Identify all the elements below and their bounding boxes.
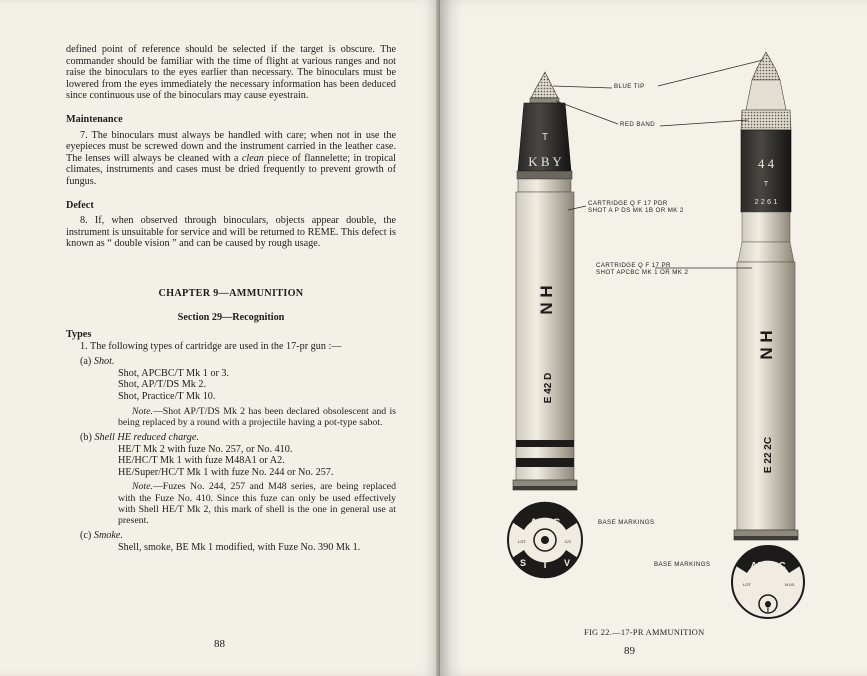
apds-tip-band bbox=[530, 98, 559, 103]
apds-blue-tip bbox=[531, 72, 558, 98]
left-page-number: 88 bbox=[214, 638, 225, 650]
types-intro: 1. The following types of cartridge are used in the 17-pr gun :— bbox=[80, 340, 342, 352]
callout-cartridge-apcbc-line2: SHOT APCBC MK 1 OR MK 2 bbox=[596, 269, 689, 277]
callout-cartridge-apcbc bbox=[596, 262, 688, 277]
apds-neck bbox=[518, 179, 571, 192]
maintenance-heading: Maintenance bbox=[66, 113, 123, 125]
item-a-note-label: Note. bbox=[132, 405, 153, 417]
callout-cartridge-apds-line2: SHOT A P DS MK 1B OR MK 2 bbox=[588, 207, 684, 215]
item-b-marker: (b) bbox=[80, 432, 95, 444]
apds-shoulder-band bbox=[517, 171, 572, 179]
item-b-note-text: —Fuzes No. 244, 257 and M48 series, are being replaced with the Fuze No. 410. Since this fuze can only be used effectively with Shell HE/T Mk 2, this mark of shell is the one in general use at present. bbox=[118, 481, 396, 527]
apcbc-case-body bbox=[737, 262, 795, 530]
callout-cartridge-apds-line1: CARTRIDGE Q F 17 PDR bbox=[588, 200, 668, 207]
defect-heading: Defect bbox=[66, 199, 94, 211]
maintenance-text-a: 7. The binoculars must always be handled with care; when not in use the eyepieces must be screwed down and the instrument carried in the leather case. The lenses will always be cleaned with a bbox=[66, 129, 396, 164]
apds-base-small-right: C/C bbox=[564, 539, 572, 544]
callout-red-band: RED BAND bbox=[620, 121, 656, 128]
figure-caption: FIG 22.—17-PR AMMUNITION bbox=[584, 628, 705, 637]
apds-base-rim-dark bbox=[513, 486, 577, 490]
callout-cartridge-apcbc-line1: CARTRIDGE Q F 17 PR bbox=[596, 262, 671, 269]
apds-nose-letters: K B Y bbox=[528, 154, 562, 169]
apds-round bbox=[513, 72, 577, 490]
apds-case-body bbox=[516, 192, 574, 480]
apcbc-base-small-left: LOT bbox=[743, 582, 751, 587]
apcbc-blue-tip bbox=[752, 52, 780, 80]
item-b-line: HE/T Mk 2 with fuze No. 257, or No. 410. bbox=[118, 443, 293, 455]
apds-base-right: V bbox=[563, 558, 571, 568]
apcbc-nose-mark: 4 4 bbox=[757, 156, 775, 171]
right-page-number: 89 bbox=[624, 645, 635, 657]
apcbc-base-rim-dark bbox=[734, 536, 798, 540]
apds-base-top: APDS bbox=[529, 517, 561, 529]
item-a-note-text: —Shot AP/T/DS Mk 2 has been declared obsolescent and is being replaced by a round with a projectile having a pot-type sabot. bbox=[118, 405, 396, 428]
callout-base-markings-right: BASE MARKINGS bbox=[654, 561, 711, 568]
item-b-note-label: Note. bbox=[132, 481, 153, 493]
apcbc-case-text-1: N H bbox=[757, 330, 776, 360]
item-b-line: HE/Super/HC/T Mk 1 with fuze No. 244 or No. 257. bbox=[118, 466, 334, 478]
apds-case-text-1: N H bbox=[537, 285, 556, 315]
apcbc-nose-code: 2 2 6 1 bbox=[754, 197, 778, 206]
apds-base-bottom: T bbox=[541, 560, 549, 571]
apds-nose-mark: T bbox=[541, 132, 549, 143]
apds-lower-stripe-2 bbox=[516, 458, 574, 467]
item-c-marker: (c) bbox=[80, 530, 94, 542]
apcbc-base-bottom: T bbox=[765, 605, 771, 614]
apds-lower-stripe-1 bbox=[516, 440, 574, 447]
item-c-text: Shell, smoke, BE Mk 1 modified, with Fuze No. 390 Mk 1. bbox=[118, 541, 361, 553]
apcbc-round bbox=[734, 52, 798, 540]
apcbc-case-text-2: E 22 2C bbox=[763, 436, 774, 474]
apds-case-text-2: E 42 D bbox=[543, 372, 554, 404]
apds-base-left: S bbox=[519, 558, 527, 568]
maintenance-text-b: piece of flannelette; in tropical climates, instruments and cases must be dried frequently to prevent growth of fungus. bbox=[66, 152, 396, 187]
apcbc-neck bbox=[742, 212, 790, 242]
item-c-title: Smoke. bbox=[93, 530, 123, 542]
item-a-line: Shot, AP/T/DS Mk 2. bbox=[118, 379, 207, 391]
apcbc-base-small-right: N.I.B. bbox=[784, 582, 796, 587]
item-a-marker: (a) bbox=[80, 356, 94, 368]
callout-leaders bbox=[553, 60, 763, 268]
apds-base-disc bbox=[508, 502, 582, 579]
item-b-line: HE/HC/T Mk 1 with fuze M48A1 or A2. bbox=[118, 455, 285, 467]
item-a-line: Shot, Practice/T Mk 10. bbox=[118, 391, 216, 403]
section-title: Section 29—Recognition bbox=[177, 311, 285, 323]
callout-cartridge-apds bbox=[588, 200, 684, 215]
callout-blue-tip: BLUE TIP bbox=[614, 83, 645, 90]
apcbc-red-band bbox=[741, 110, 791, 130]
defect-paragraph: 8. If, when observed through binoculars, objects appear double, the instrument is unsuitable for service and will be returned to REME. This defect is known as “ double vision ” and can be caused by rough usage. bbox=[66, 215, 396, 250]
maintenance-italic: clean bbox=[241, 152, 264, 164]
apcbc-nose-sub: T bbox=[763, 181, 769, 188]
callout-base-markings-left: BASE MARKINGS bbox=[598, 519, 655, 526]
apcbc-base-disc bbox=[732, 546, 804, 618]
item-a-line: Shot, APCBC/T Mk 1 or 3. bbox=[118, 367, 230, 379]
apcbc-ogive bbox=[746, 80, 786, 110]
apcbc-shoulder bbox=[738, 242, 794, 262]
types-heading: Types bbox=[66, 329, 92, 341]
item-b-title: Shell HE reduced charge. bbox=[94, 432, 199, 444]
item-a-title: Shot. bbox=[93, 356, 115, 368]
apcbc-base-top: APCBC bbox=[750, 561, 786, 572]
opening-paragraph: defined point of reference should be selected if the target is obscure. The commander should be familiar with the time of flight at various ranges and not raise the binoculars to the eyes earlier than necessary. The binoculars must be lowered from the eyes immediately the necessary information has been deduced since continuous use of the binoculars may cause eyestrain. bbox=[66, 44, 396, 102]
apds-base-small-left: LOT bbox=[518, 539, 526, 544]
chapter-title: CHAPTER 9—AMMUNITION bbox=[158, 287, 304, 299]
